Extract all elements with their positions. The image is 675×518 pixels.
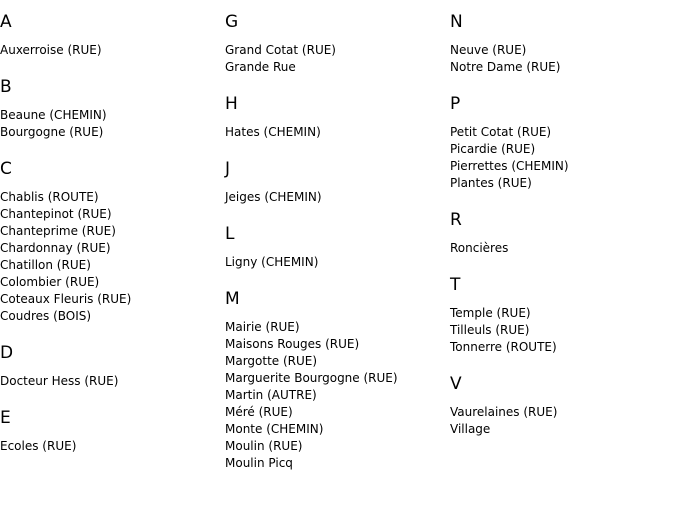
street-link[interactable]: Marguerite Bourgogne (RUE) — [225, 371, 398, 385]
street-link[interactable]: Monte (CHEMIN) — [225, 422, 324, 436]
street-link[interactable]: Neuve (RUE) — [450, 43, 527, 57]
letter-group-l — [225, 212, 450, 277]
street-link[interactable]: Village — [450, 422, 491, 436]
letter-heading: N — [450, 12, 463, 32]
street-link[interactable]: Grand Cotat (RUE) — [225, 43, 336, 57]
letter-group-c — [0, 147, 225, 331]
group-spacer — [225, 472, 450, 478]
street-link[interactable]: Moulin (RUE) — [225, 439, 303, 453]
street-link[interactable]: Coudres (BOIS) — [0, 309, 92, 323]
street-link[interactable]: Chatillon (RUE) — [0, 258, 91, 272]
street-link[interactable]: Beaune (CHEMIN) — [0, 108, 107, 122]
street-link[interactable]: Plantes (RUE) — [450, 176, 532, 190]
street-link[interactable]: Vaurelaines (RUE) — [450, 405, 558, 419]
letter-heading: T — [450, 275, 461, 295]
street-link[interactable]: Chanteprime (RUE) — [0, 224, 116, 238]
street-link[interactable]: Pierrettes (CHEMIN) — [450, 159, 569, 173]
street-link[interactable]: Chantepinot (RUE) — [0, 207, 112, 221]
street-link[interactable]: Chardonnay (RUE) — [0, 241, 111, 255]
street-index-column-2 — [225, 0, 450, 478]
letter-group-h — [225, 82, 450, 147]
letter-heading: P — [450, 94, 461, 114]
group-spacer — [450, 438, 675, 444]
letter-heading: M — [225, 289, 240, 309]
street-link[interactable]: Temple (RUE) — [450, 306, 531, 320]
street-link[interactable]: Martin (AUTRE) — [225, 388, 317, 402]
letter-group-a — [0, 0, 225, 65]
street-link[interactable]: Colombier (RUE) — [0, 275, 100, 289]
letter-heading: D — [0, 343, 14, 363]
letter-heading: J — [225, 159, 231, 179]
letter-group-j — [225, 147, 450, 212]
letter-group-e — [0, 396, 225, 461]
street-link[interactable]: Ligny (CHEMIN) — [225, 255, 319, 269]
letter-group-p — [450, 82, 675, 198]
street-link[interactable]: Méré (RUE) — [225, 405, 293, 419]
street-link[interactable]: Hates (CHEMIN) — [225, 125, 321, 139]
letter-group-v — [450, 362, 675, 444]
letter-heading: C — [0, 159, 12, 179]
street-link[interactable]: Margotte (RUE) — [225, 354, 318, 368]
street-index-column-1 — [0, 0, 225, 461]
street-link[interactable]: Tonnerre (ROUTE) — [450, 340, 557, 354]
letter-group-b — [0, 65, 225, 147]
letter-heading: G — [225, 12, 239, 32]
street-link[interactable]: Picardie (RUE) — [450, 142, 536, 156]
letter-heading: L — [225, 224, 235, 244]
street-link[interactable]: Bourgogne (RUE) — [0, 125, 104, 139]
letter-group-t — [450, 263, 675, 362]
street-link[interactable]: Coteaux Fleuris (RUE) — [0, 292, 132, 306]
street-link[interactable]: Ecoles (RUE) — [0, 439, 77, 453]
letter-heading: E — [0, 408, 11, 428]
letter-group-n — [450, 0, 675, 82]
letter-group-r — [450, 198, 675, 263]
letter-heading: R — [450, 210, 462, 230]
letter-group-d — [0, 331, 225, 396]
street-link[interactable]: Notre Dame (RUE) — [450, 60, 561, 74]
street-link[interactable]: Petit Cotat (RUE) — [450, 125, 552, 139]
street-link[interactable]: Jeiges (CHEMIN) — [225, 190, 322, 204]
letter-heading: V — [450, 374, 462, 394]
street-index-column-3 — [450, 0, 675, 444]
street-link[interactable]: Auxerroise (RUE) — [0, 43, 102, 57]
street-link[interactable]: Mairie (RUE) — [225, 320, 300, 334]
letter-heading: A — [0, 12, 12, 32]
street-link[interactable]: Moulin Picq — [225, 456, 293, 470]
street-link[interactable]: Chablis (ROUTE) — [0, 190, 99, 204]
letter-group-g — [225, 0, 450, 82]
street-link[interactable]: Tilleuls (RUE) — [450, 323, 530, 337]
street-link[interactable]: Maisons Rouges (RUE) — [225, 337, 360, 351]
street-link[interactable]: Grande Rue — [225, 60, 296, 74]
street-link[interactable]: Docteur Hess (RUE) — [0, 374, 119, 388]
street-link[interactable]: Roncières — [450, 241, 509, 255]
letter-group-m — [225, 277, 450, 478]
letter-heading: B — [0, 77, 12, 97]
group-spacer — [0, 455, 225, 461]
letter-heading: H — [225, 94, 238, 114]
